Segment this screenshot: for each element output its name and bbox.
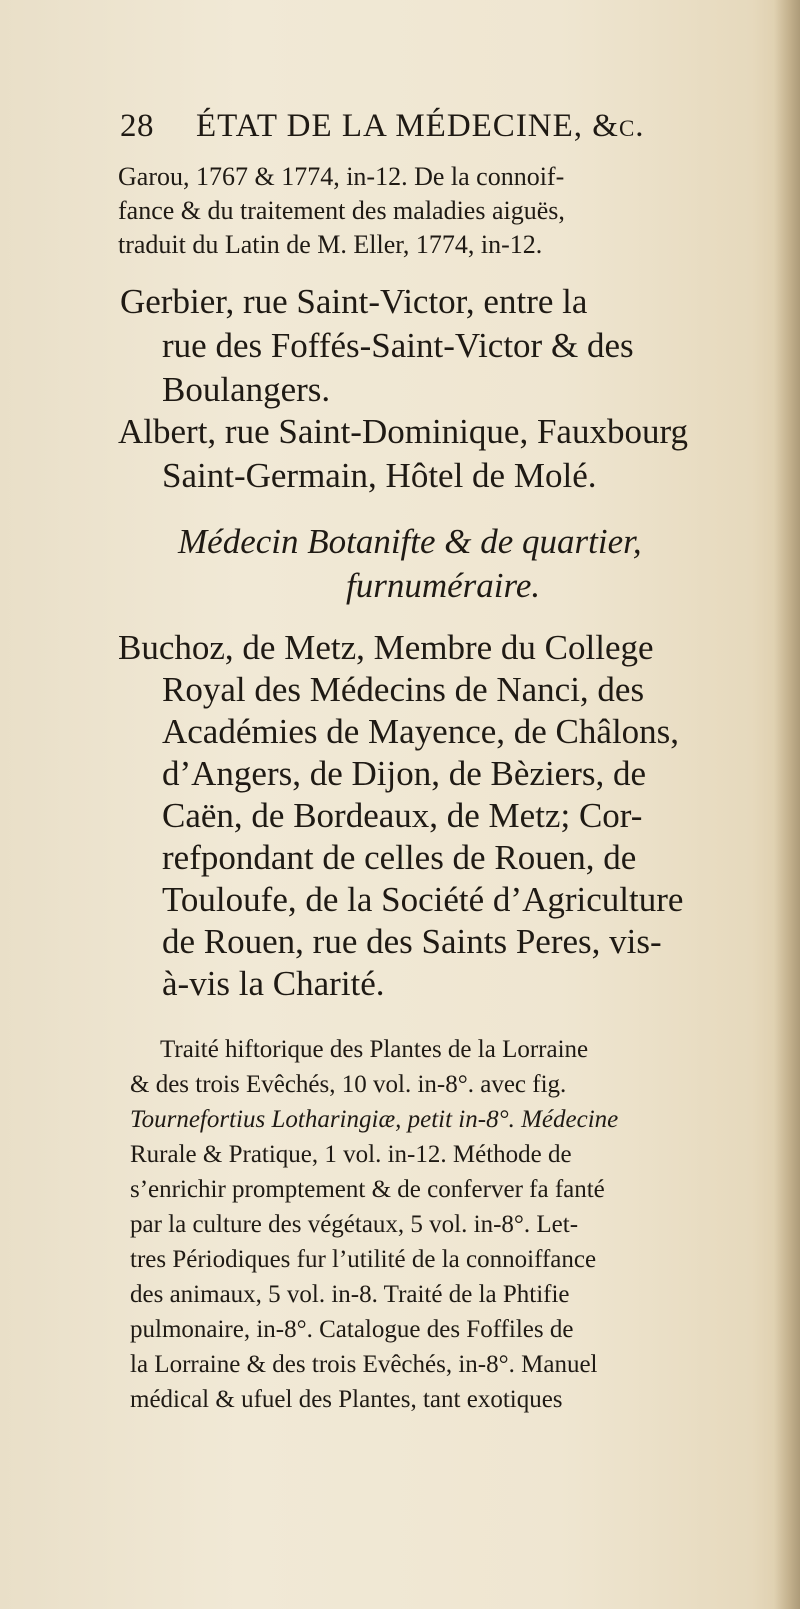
heading-line: Médecin Botanifte & de quartier, [178, 522, 642, 561]
running-title: ÉTAT DE LA MÉDECINE, &c. [196, 108, 645, 144]
entry-line: & des trois Evêchés, 10 vol. in-8°. avec fig. [130, 1071, 567, 1098]
entry-line: fance & du traitement des maladies aiguës, [118, 196, 565, 225]
entry-line: la Lorraine & des trois Evêchés, in-8°. Manuel [130, 1351, 598, 1378]
entry-line: pulmonaire, in-8°. Catalogue des Foffiles de [130, 1316, 574, 1343]
entry-line: rue des Foffés-Saint-Victor & des [162, 326, 634, 365]
entry-line: Garou, 1767 & 1774, in-12. De la connoif- [118, 162, 565, 191]
running-header [120, 108, 760, 156]
entry-line: Albert, rue Saint-Dominique, Fauxbourg [118, 412, 688, 451]
entry-line: de Rouen, rue des Saints Peres, vis- [162, 922, 662, 961]
entry-line: Gerbier, rue Saint-Victor, entre la [120, 282, 588, 321]
entry-line: Saint-Germain, Hôtel de Molé. [162, 456, 597, 495]
entry-line: traduit du Latin de M. Eller, 1774, in-12. [118, 230, 543, 259]
page-number: 28 [120, 108, 154, 144]
entry-line: médical & ufuel des Plantes, tant exotiques [130, 1386, 563, 1413]
page-edge-shadow [774, 0, 800, 1609]
entry-line: s’enrichir promptement & de conferver fa fanté [130, 1176, 605, 1203]
entry-line: Royal des Médecins de Nanci, des [162, 670, 645, 709]
heading-line: furnuméraire. [346, 566, 541, 605]
entry-line: d’Angers, de Dijon, de Bèziers, de [162, 754, 647, 793]
entry-line: Académies de Mayence, de Châlons, [162, 712, 680, 751]
entry-line: tres Périodiques fur l’utilité de la connoiffance [130, 1246, 597, 1273]
entry-line: Boulangers. [162, 370, 331, 409]
entry-line: Touloufe, de la Société d’Agriculture [162, 880, 684, 919]
entry-line: des animaux, 5 vol. in-8. Traité de la Phtifie [130, 1281, 570, 1308]
entry-line: à-vis la Charité. [162, 964, 385, 1003]
entry-line: Tournefortius Lotharingiæ, petit in-8°. Médecine [130, 1106, 619, 1133]
entry-line: par la culture des végétaux, 5 vol. in-8°. Let- [130, 1211, 579, 1238]
entry-line: Buchoz, de Metz, Membre du College [118, 628, 654, 667]
entry-line: refpondant de celles de Rouen, de [162, 838, 637, 877]
entry-line: Caën, de Bordeaux, de Metz; Cor- [162, 796, 643, 835]
entry-line: Rurale & Pratique, 1 vol. in-12. Méthode de [130, 1141, 572, 1168]
entry-line: Traité hiftorique des Plantes de la Lorraine [160, 1036, 589, 1063]
